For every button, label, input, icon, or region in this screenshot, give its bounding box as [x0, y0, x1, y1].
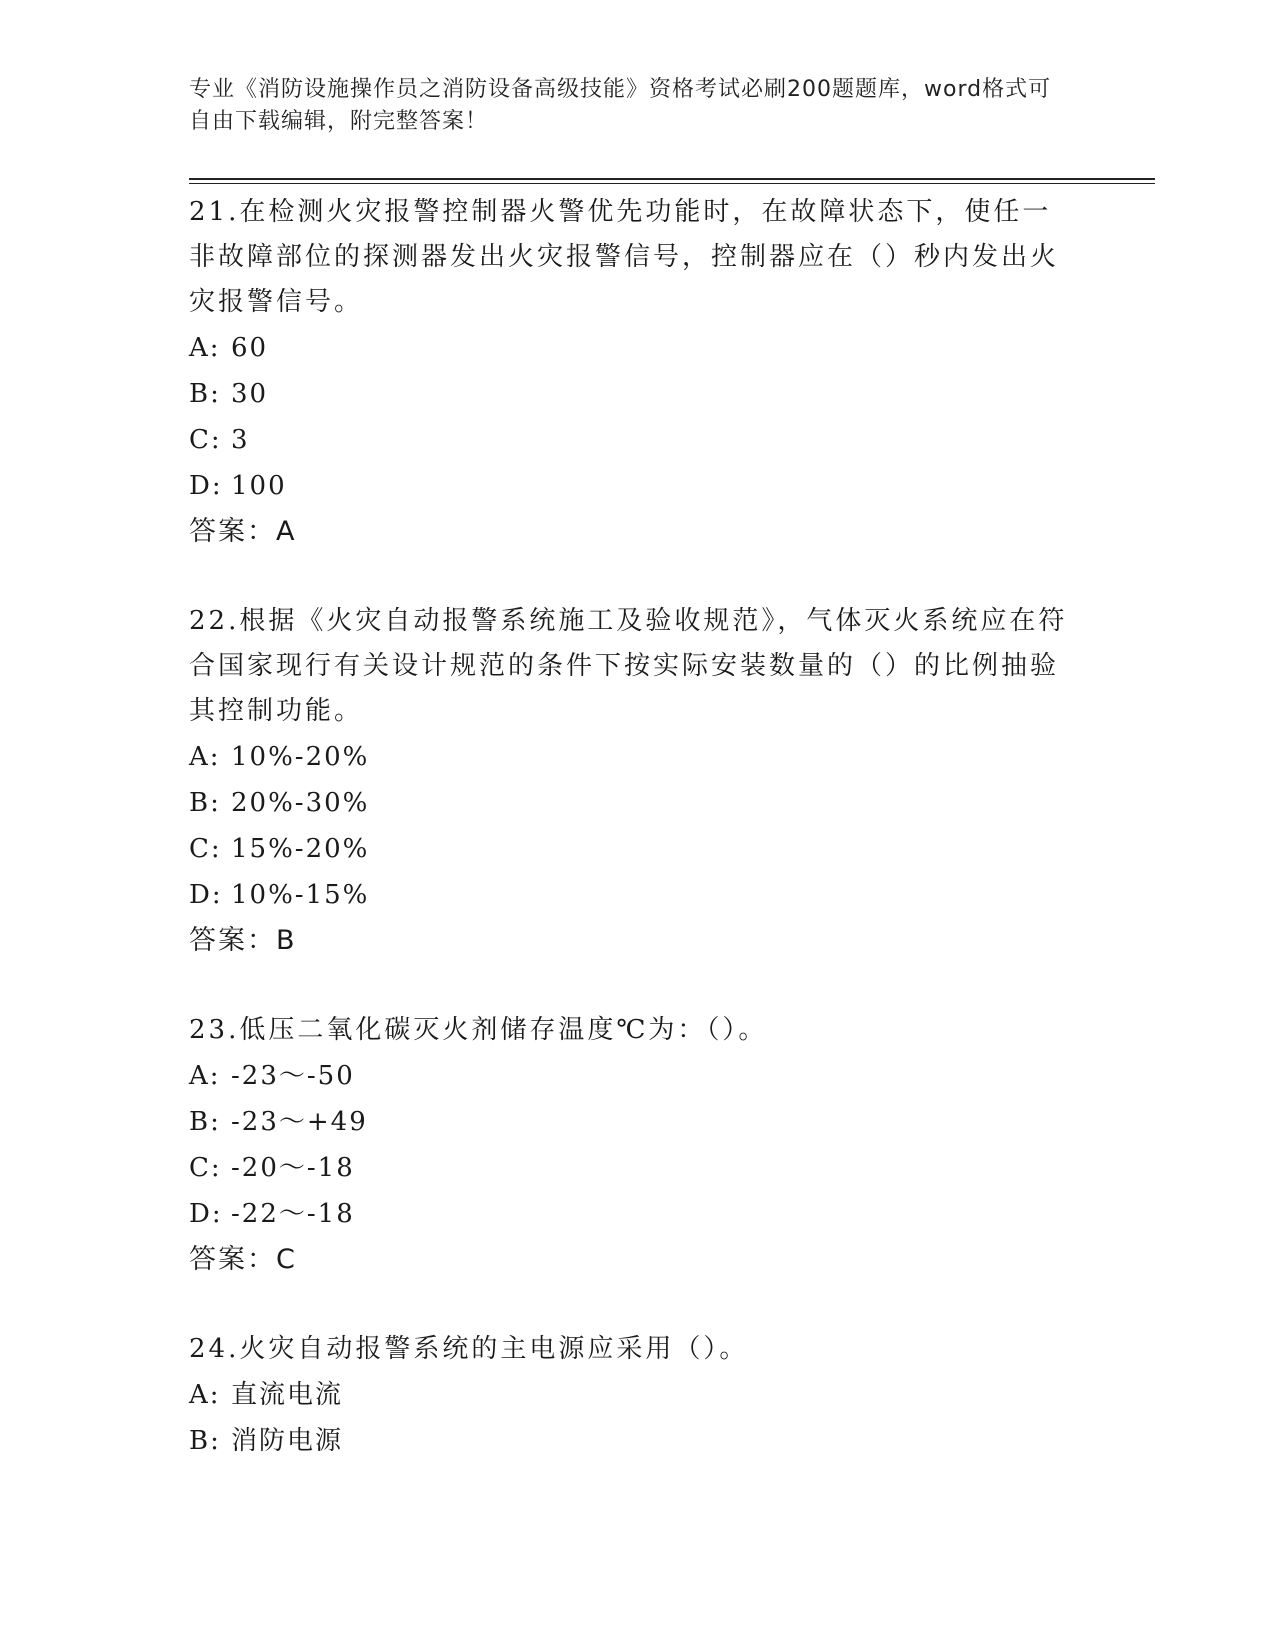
option-a: [189, 734, 1089, 780]
option-label: D:: [189, 880, 223, 910]
option-label: A:: [189, 742, 221, 772]
option-text: 60: [231, 333, 269, 363]
question-22: [189, 599, 1089, 964]
answer-line: 答案：C: [189, 1244, 297, 1275]
answer-line: 答案：A: [189, 516, 297, 547]
option-c: [189, 417, 1089, 463]
option-text: -23～-50: [231, 1061, 355, 1091]
document-header: 专业《消防设施操作员之消防设备高级技能》资格考试必刷200题题库，word格式可自由下载编辑，附完整答案！: [189, 77, 1052, 134]
option-d: [189, 872, 1089, 918]
option-label: C:: [189, 425, 222, 455]
option-c: [189, 1145, 1089, 1191]
option-text: 消防电源: [231, 1426, 344, 1456]
option-label: D:: [189, 471, 223, 501]
option-text: -22～-18: [231, 1199, 355, 1229]
option-text: 100: [231, 471, 287, 501]
option-text: 10%-15%: [231, 880, 370, 910]
option-text: 直流电流: [231, 1380, 344, 1410]
option-b: [189, 1418, 1089, 1464]
option-label: B:: [189, 788, 221, 818]
question-list: [189, 190, 1089, 1464]
header-divider-thin: [189, 183, 1155, 184]
option-label: D:: [189, 1199, 223, 1229]
option-label: A:: [189, 1380, 221, 1410]
question-24: [189, 1327, 1089, 1464]
option-a: [189, 1372, 1089, 1418]
question-21: [189, 190, 1089, 555]
option-label: A:: [189, 333, 221, 363]
option-text: 20%-30%: [231, 788, 370, 818]
option-text: 15%-20%: [231, 834, 370, 864]
question-stem: 24.火灾自动报警系统的主电源应采用（）。: [189, 1334, 749, 1364]
answer-line: 答案：B: [189, 925, 297, 956]
question-stem: 22.根据《火灾自动报警系统施工及验收规范》，气体灭火系统应在符合国家现行有关设计规范的条件下按实际安装数量的（）的比例抽验其控制功能。: [189, 606, 1068, 726]
option-d: [189, 463, 1089, 509]
option-b: [189, 1099, 1089, 1145]
option-label: C:: [189, 834, 222, 864]
option-a: [189, 325, 1089, 371]
option-label: C:: [189, 1153, 222, 1183]
question-stem: 21.在检测火灾报警控制器火警优先功能时，在故障状态下，使任一非故障部位的探测器发出火灾报警信号，控制器应在（）秒内发出火灾报警信号。: [189, 197, 1060, 317]
option-label: A:: [189, 1061, 221, 1091]
question-stem: 23.低压二氧化碳灭火剂储存温度℃为：（）。: [189, 1015, 768, 1045]
question-23: [189, 1008, 1089, 1283]
option-a: [189, 1053, 1089, 1099]
option-text: 30: [231, 379, 269, 409]
option-text: -23～+49: [231, 1107, 368, 1137]
option-text: 3: [231, 425, 250, 455]
option-b: [189, 371, 1089, 417]
option-label: B:: [189, 379, 221, 409]
option-text: -20～-18: [231, 1153, 355, 1183]
option-label: B:: [189, 1107, 221, 1137]
option-label: B:: [189, 1426, 221, 1456]
option-c: [189, 826, 1089, 872]
option-d: [189, 1191, 1089, 1237]
option-b: [189, 780, 1089, 826]
header-divider: [189, 178, 1155, 180]
option-text: 10%-20%: [231, 742, 370, 772]
